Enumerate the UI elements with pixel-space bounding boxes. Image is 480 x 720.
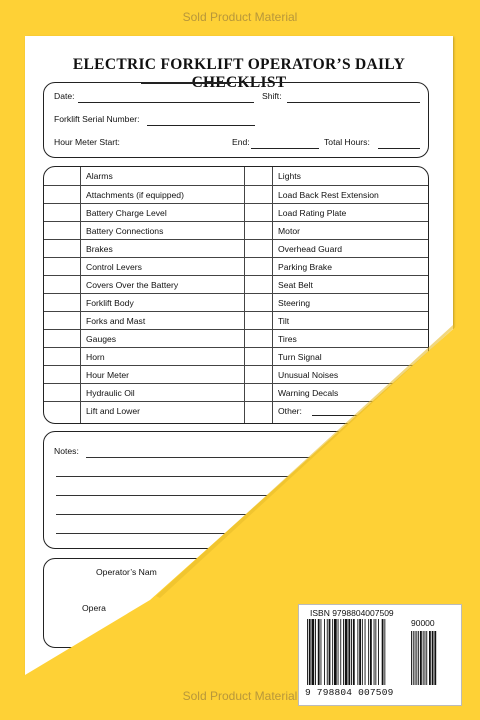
barcode-bar — [315, 619, 316, 685]
barcode-addon-bar — [429, 631, 431, 685]
barcode-bar — [309, 619, 311, 685]
watermark-top: Sold Product Material — [182, 10, 298, 24]
barcode-addon-bar — [425, 631, 426, 685]
checklist-item-left: Battery Connections — [86, 225, 164, 236]
checklist-item-right: Unusual Noises — [278, 369, 339, 380]
barcode-bar — [384, 619, 385, 685]
barcode-bar — [359, 619, 361, 685]
total-hours-label: Total Hours: — [324, 137, 370, 147]
barcode-addon-bar — [411, 631, 412, 685]
hour-meter-start-label: Hour Meter Start: — [54, 137, 120, 147]
barcode-addon-bar — [413, 631, 414, 685]
checklist-item-left: Hydraulic Oil — [86, 387, 135, 398]
barcode-bar — [332, 619, 333, 685]
checklist-item-left: Hour Meter — [86, 369, 129, 380]
barcode-bar — [338, 619, 339, 685]
checklist-item-right: Parking Brake — [278, 261, 332, 272]
barcode-bar — [357, 619, 358, 685]
date-label: Date: — [54, 91, 75, 101]
barcode-bar — [345, 619, 348, 685]
barcode-bar — [329, 619, 331, 685]
barcode-bar — [324, 619, 325, 685]
watermark-bottom: Sold Product Material — [182, 689, 298, 703]
barcode-bar — [312, 619, 315, 685]
barcode-bar — [334, 619, 337, 685]
checklist-item-right: Tilt — [278, 315, 290, 326]
barcode-addon-bar — [416, 631, 417, 685]
operator-name-label: Operator’s Nam — [96, 567, 157, 577]
barcode-bar — [375, 619, 376, 685]
barcode-addon-bar — [418, 631, 419, 685]
barcode-bar — [348, 619, 350, 685]
checklist-item-left: Horn — [86, 351, 105, 362]
operator-signature-label: Opera — [82, 603, 106, 613]
barcode-bar — [370, 619, 372, 685]
barcode-bar — [353, 619, 355, 685]
checklist-item-right: Load Rating Plate — [278, 207, 347, 218]
checklist-item-left: Forks and Mast — [86, 315, 146, 326]
barcode-bar — [365, 619, 366, 685]
checklist-item-left: Gauges — [86, 333, 117, 344]
barcode-addon-bar — [434, 631, 436, 685]
page-title: ELECTRIC FORKLIFT OPERATOR’S DAILY CHECKLIST — [72, 56, 406, 91]
checklist-item-left: Control Levers — [86, 261, 142, 272]
price-code: 90000 — [411, 618, 435, 628]
barcode-bar — [368, 619, 369, 685]
checklist-item-right: Tires — [278, 333, 297, 344]
barcode-bar — [374, 619, 375, 685]
barcode-addon-bar — [415, 631, 416, 685]
barcode-bar — [307, 619, 308, 685]
notes-label: Notes: — [54, 446, 79, 456]
isbn-text: ISBN 9798804007509 — [310, 608, 394, 618]
end-label: End: — [232, 137, 250, 147]
checklist-item-right: Other: — [278, 405, 302, 416]
shift-label: Shift: — [262, 91, 282, 101]
checklist-item-left: Covers Over the Battery — [86, 279, 179, 290]
barcode-bars — [305, 619, 455, 687]
barcode-addon-bar — [423, 631, 424, 685]
checklist-item-left: Alarms — [86, 171, 113, 181]
barcode-bar — [327, 619, 328, 685]
barcode-bar — [382, 619, 384, 685]
checklist-item-left: Brakes — [86, 243, 113, 254]
checklist-item-left: Battery Charge Level — [86, 207, 167, 218]
barcode-addon-bar — [432, 631, 434, 685]
barcode-bar — [340, 619, 341, 685]
barcode-addon-bar — [426, 631, 427, 685]
checklist-item-right: Motor — [278, 225, 300, 236]
barcode-bar — [321, 619, 322, 685]
barcode-bar — [343, 619, 344, 685]
serial-label: Forklift Serial Number: — [54, 114, 140, 124]
checklist-item-right: Warning Decals — [278, 387, 339, 398]
checklist-item-right: Load Back Rest Extension — [278, 189, 379, 200]
checklist-item-right: Seat Belt — [278, 279, 313, 290]
checklist-item-left: Lift and Lower — [86, 405, 140, 416]
barcode-bar — [362, 619, 363, 685]
checklist-item-right: Overhead Guard — [278, 243, 343, 254]
checklist-item-right: Lights — [278, 171, 301, 181]
barcode-bar — [378, 619, 379, 685]
barcode-bar — [351, 619, 352, 685]
checklist-item-right: Steering — [278, 297, 311, 308]
checklist-item-right: Turn Signal — [278, 351, 322, 362]
checklist-item-left: Forklift Body — [86, 297, 134, 308]
checklist-item-left: Attachments (if equipped) — [86, 189, 184, 200]
barcode-digits: 9 798804 007509 — [305, 687, 394, 698]
barcode-addon-bar — [420, 631, 422, 685]
barcode-bar — [318, 619, 320, 685]
